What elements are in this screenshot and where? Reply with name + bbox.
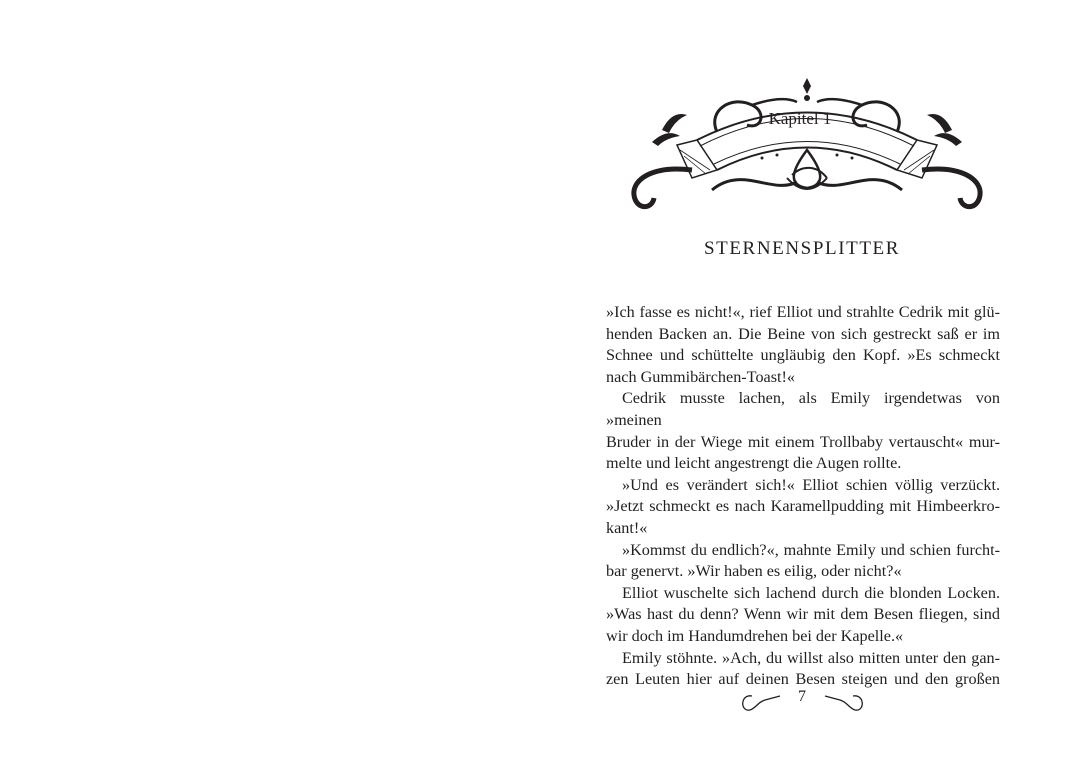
text-line: »Jetzt schmeckt es nach Karamellpudding mit Himbeerkro- xyxy=(606,497,1000,516)
chapter-banner-ornament xyxy=(622,70,992,215)
text-line: »Und es verändert sich!« Elliot schien völlig verzückt. xyxy=(622,475,1000,494)
text-line: melte und leicht angestrengt die Augen rollte. xyxy=(606,454,902,473)
text-line: zen Leuten hier auf deinen Besen steigen und den großen xyxy=(606,670,1000,689)
text-line: wir doch im Handumdrehen bei der Kapelle.« xyxy=(606,626,904,645)
text-line: »Kommst du endlich?«, mahnte Emily und schien furcht- xyxy=(622,540,1000,559)
text-line: »Was hast du denn? Wenn wir mit dem Besen fliegen, sind xyxy=(606,605,1000,624)
chapter-title: STERNENSPLITTER xyxy=(703,238,901,259)
text-line: »Ich fasse es nicht!«, rief Elliot und strahlte Cedrik mit glü- xyxy=(606,303,1000,321)
text-line: nach Gummibärchen-Toast!« xyxy=(606,367,796,386)
text-line: Schnee und schüttelte ungläubig den Kopf. »Es schmeckt xyxy=(606,346,1000,365)
body-text xyxy=(606,302,1000,691)
text-line: Bruder in der Wiege mit einem Trollbaby vertauscht« mur- xyxy=(606,432,1000,451)
text-line: kant!« xyxy=(606,518,648,537)
page-number: 7 xyxy=(798,688,806,705)
text-line: Elliot wuschelte sich lachend durch die blonden Locken. xyxy=(622,583,1000,602)
chapter-label: Kapitel 1 xyxy=(768,109,832,128)
text-line: bar genervt. »Wir haben es eilig, oder nicht?« xyxy=(606,562,902,581)
text-line: Emily stöhnte. »Ach, du willst also mitten unter den gan- xyxy=(622,648,1000,667)
text-line: Cedrik musste lachen, als Emily irgendetwas von »meinen xyxy=(606,389,1000,429)
text-line: henden Backen an. Die Beine von sich gestreckt saß er im xyxy=(606,324,1000,343)
